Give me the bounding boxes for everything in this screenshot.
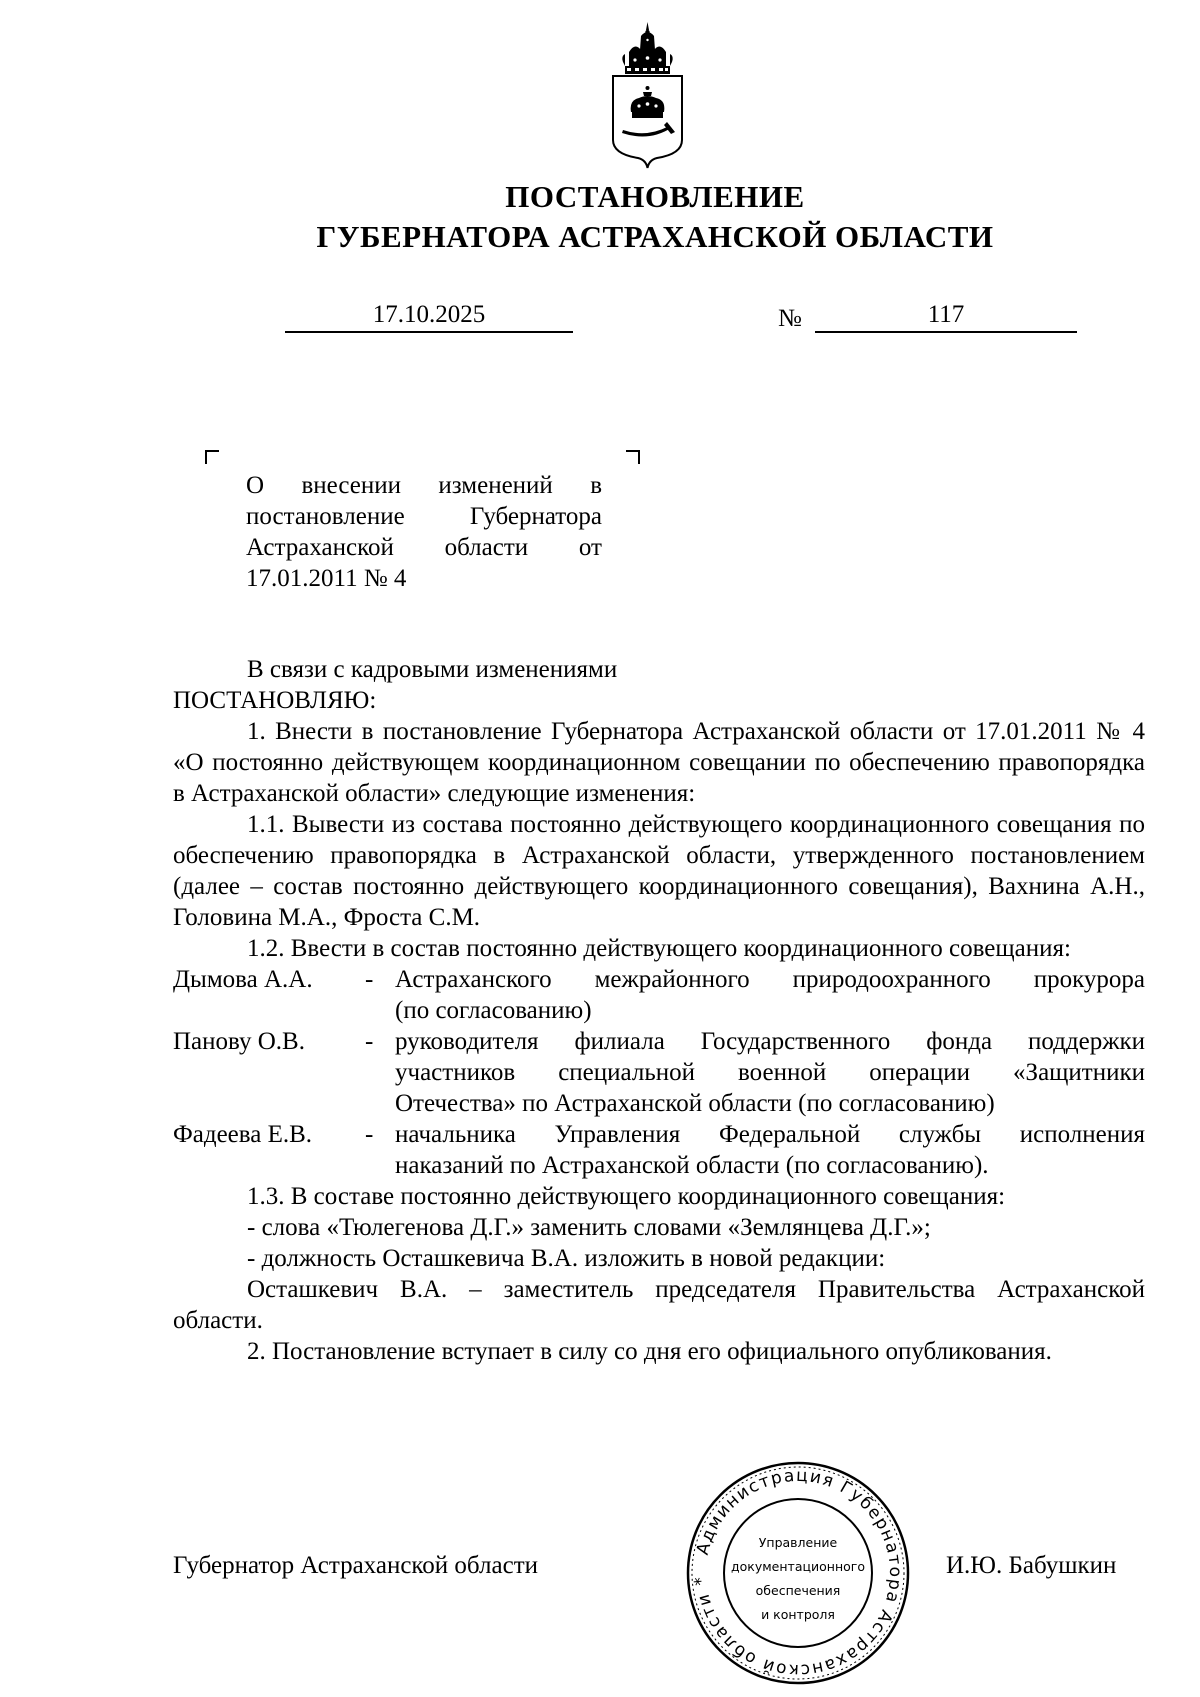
item-1-3-b: - должность Осташкевича В.А. изложить в новой редакции: — [247, 1245, 886, 1272]
person-name: Панову О.В. — [173, 1028, 305, 1055]
official-stamp — [686, 1461, 910, 1685]
item-1-3: 1.3. В составе постоянно действующего координационного совещания: — [247, 1183, 1006, 1210]
signatory-position: Губернатор Астраханской области — [173, 1552, 539, 1579]
person-description-line: наказаний по Астраханской области (по согласованию). — [395, 1152, 989, 1179]
signatory-name: И.Ю. Бабушкин — [946, 1552, 1117, 1579]
issuer-title: ГУБЕРНАТОРА АСТРАХАНСКОЙ ОБЛАСТИ — [316, 219, 994, 254]
number-sign: № — [778, 305, 802, 332]
subject-corner-right — [626, 450, 640, 464]
person-description-line: Отечества» по Астраханской области (по согласованию) — [395, 1090, 995, 1117]
document-subject — [246, 470, 602, 594]
stamp-center-line: Управление — [758, 1535, 838, 1550]
stamp-center-line: обеспечения — [755, 1583, 841, 1598]
subject-line: 17.01.2011 № 4 — [246, 565, 407, 592]
stamp-center-line: и контроля — [761, 1607, 835, 1622]
person-description-line: руководителя филиала Государственного фонда поддержки — [395, 1028, 1145, 1055]
person-name: Фадеева Е.В. — [173, 1121, 313, 1148]
person-description-line: участников специальной военной операции «Защитники — [395, 1059, 1145, 1086]
decree-word: ПОСТАНОВЛЯЮ: — [173, 687, 377, 714]
item-1: 1. Внести в постановление Губернатора Астраханской области от 17.01.2011 № 4 «О постоянно действующем координационном совещании по обеспечению правопорядка в Астраханской области» следующие изменения: — [173, 718, 1145, 807]
item-1-1: 1.1. Вывести из состава постоянно действующего координационного совещания по обеспечению правопорядка в Астраханской области, утвержденного постановлением (далее – состав постоянно действующего координационного совещания), Вахнина А.Н., Головина М.А., Фроста С.М. — [173, 811, 1145, 931]
intro-paragraph: В связи с кадровыми изменениями — [247, 656, 618, 683]
date-underline — [285, 331, 573, 333]
stamp-ring-text: Администрация Губернатора Астраханской области * — [690, 1465, 906, 1681]
person-entry — [173, 1026, 1145, 1119]
person-description-line: Астраханского межрайонного природоохранного прокурора — [395, 966, 1145, 993]
person-name: Дымова А.А. — [173, 966, 313, 993]
coat-of-arms-icon — [605, 22, 690, 172]
subject-line: Астраханской области от — [246, 534, 602, 561]
document-number: 117 — [927, 301, 965, 328]
person-entry — [173, 1119, 1145, 1181]
item-1-3-c: Осташкевич В.А. – заместитель председателя Правительства Астраханской области. — [173, 1276, 1145, 1334]
stamp-center-line: документационного — [731, 1559, 865, 1574]
person-entry — [173, 964, 1145, 1026]
subject-corner-left — [205, 450, 219, 464]
item-1-2: 1.2. Ввести в состав постоянно действующего координационного совещания: — [247, 935, 1071, 962]
number-underline — [815, 331, 1077, 333]
person-dash: - — [365, 1028, 374, 1055]
person-description-line: начальника Управления Федеральной службы исполнения — [395, 1121, 1145, 1148]
person-description — [395, 964, 1145, 1026]
person-dash: - — [365, 966, 374, 993]
person-description — [395, 1026, 1145, 1119]
document-body — [173, 654, 1145, 1367]
item-1-3-a: - слова «Тюлегенова Д.Г.» заменить словами «Землянцева Д.Г.»; — [247, 1214, 931, 1241]
subject-line: постановление Губернатора — [246, 503, 602, 530]
document-date: 17.10.2025 — [372, 301, 486, 328]
document-type-title: ПОСТАНОВЛЕНИЕ — [505, 179, 805, 214]
person-dash: - — [365, 1121, 374, 1148]
item-2: 2. Постановление вступает в силу со дня его официального опубликования. — [247, 1338, 1052, 1365]
person-description-line: (по согласованию) — [395, 997, 592, 1024]
subject-line: О внесении изменений в — [246, 472, 602, 499]
person-description — [395, 1119, 1145, 1181]
